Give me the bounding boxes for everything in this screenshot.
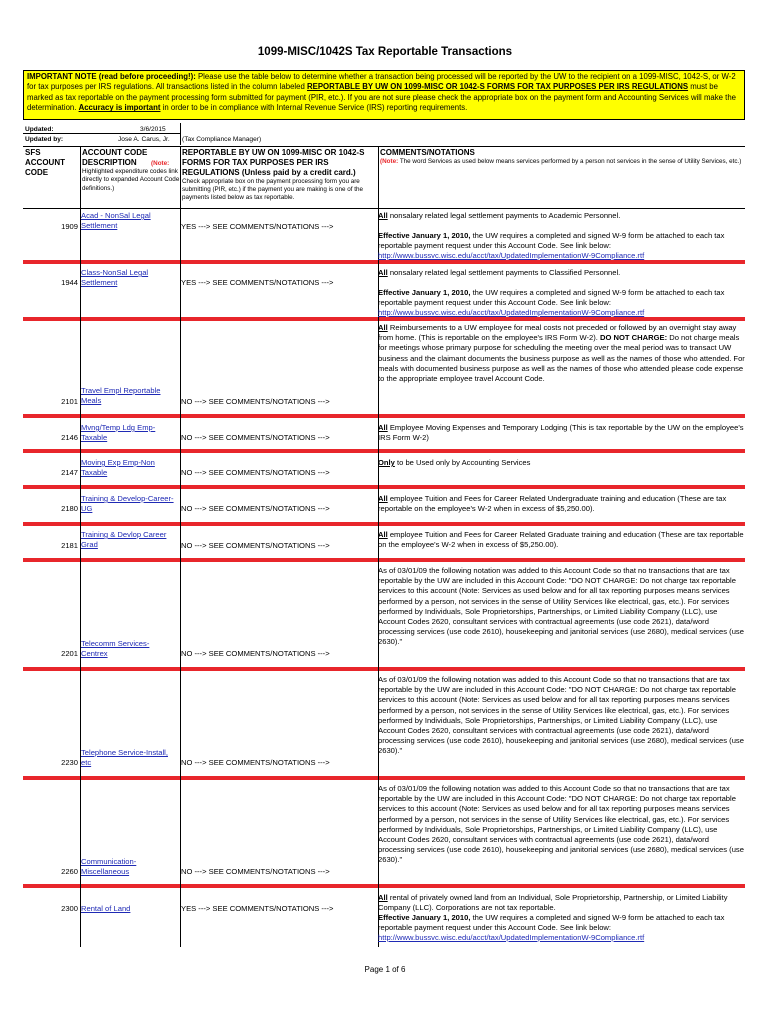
- account-code: 2230: [61, 758, 78, 767]
- updated-by-role: (Tax Compliance Manager): [182, 136, 262, 143]
- header-sfs-account-code: SFS ACCOUNT CODE: [25, 148, 65, 177]
- comments: All employee Tuition and Fees for Career Related Undergraduate training and education (These are tax reportable on the employee's W-2 when in excess of $5,250.00).: [378, 494, 727, 514]
- reportable-status: NO ---> SEE COMMENTS/NOTATIONS --->: [181, 758, 330, 767]
- reportable-status: NO ---> SEE COMMENTS/NOTATIONS --->: [181, 867, 330, 876]
- account-description[interactable]: Mvng/Temp Ldg Emp- Taxable: [81, 423, 156, 443]
- w9-compliance-link[interactable]: http://www.bussvc.wisc.edu/acct/tax/UpdatedImplementationW-9Compliance.rtf: [378, 308, 645, 317]
- account-code: 1909: [61, 222, 78, 231]
- row-separator: [23, 884, 745, 888]
- effective-note: Effective January 1, 2010, the UW requires a completed and signed W-9 form be attached to each tax reportable payment request under this Account Code. See link below:: [378, 231, 725, 251]
- account-code: 2300: [61, 904, 78, 913]
- comments: All employee Tuition and Fees for Career Related Graduate training and education (These are tax reportable on the employee's W-2 when in excess of $5,250.00).: [378, 530, 744, 550]
- reportable-status: NO ---> SEE COMMENTS/NOTATIONS --->: [181, 541, 330, 550]
- updated-by-name: Jose A. Carus, Jr.: [118, 136, 170, 143]
- account-description[interactable]: Class-NonSal Legal Settlement: [81, 268, 149, 288]
- document-title: 1099-MISC/1042S Tax Reportable Transactions: [257, 46, 513, 58]
- w9-compliance-link[interactable]: http://www.bussvc.wisc.edu/acct/tax/UpdatedImplementationW-9Compliance.rtf: [378, 933, 645, 942]
- reportable-status: NO ---> SEE COMMENTS/NOTATIONS --->: [181, 468, 330, 477]
- account-code: 2101: [61, 397, 78, 406]
- updated-date: 3/6/2015: [140, 126, 166, 133]
- updated-label: Updated:: [25, 126, 54, 133]
- reportable-status: YES ---> SEE COMMENTS/NOTATIONS --->: [181, 278, 334, 287]
- row-separator: [23, 449, 745, 453]
- row-separator: [23, 485, 745, 489]
- effective-note: Effective January 1, 2010, the UW requires a completed and signed W-9 form be attached to each tax reportable payment request under this Account Code. See link below:: [378, 288, 725, 308]
- reportable-status: NO ---> SEE COMMENTS/NOTATIONS --->: [181, 504, 330, 513]
- header-account-description: ACCOUNT CODE DESCRIPTION (Note: Highlighted expenditure codes link directly to expanded Account Code definitions.): [82, 148, 180, 192]
- reportable-status: YES ---> SEE COMMENTS/NOTATIONS --->: [181, 904, 334, 913]
- note-bold-1: REPORTABLE BY UW ON 1099-MISC OR 1042-S FORMS FOR TAX PURPOSES PER IRS REGULATIONS: [306, 82, 689, 92]
- account-code: 1944: [61, 278, 78, 287]
- row-separator: [23, 414, 745, 418]
- w9-compliance-link[interactable]: http://www.bussvc.wisc.edu/acct/tax/UpdatedImplementationW-9Compliance.rtf: [378, 251, 645, 260]
- account-description[interactable]: Telephone Service-Install, etc: [81, 748, 168, 768]
- header-reportable: REPORTABLE BY UW ON 1099-MISC OR 1042-S FORMS FOR TAX PURPOSES PER IRS REGULATIONS (Unless paid by a credit card.) Check appropriate box on the payment processing form you are submitting (PIR, etc.) if the payment you are making is one of the payments listed below as tax reportable.: [182, 148, 365, 202]
- note-text-2: must be marked as tax reportable on the payment processing form submitted for payment (PIR, etc.). If you are not sure please check the appropriate box on the payment form and Accounting Services will make the determination.: [27, 82, 737, 113]
- comments: All Employee Moving Expenses and Temporary Lodging (This is tax reportable by the UW on the employee's IRS Form W-2): [378, 423, 744, 443]
- comments: As of 03/01/09 the following notation was added to this Account Code so that no transactions that are tax reportable by the UW are included in this Account Code: "DO NOT CHARGE: Do not charge tax reportable services to this account (Note: Services as used below and for all tax reporting purposes means services performed by a person, not services in the sense of Utility Services like electrical, gas, etc.). For services performed by Individuals, Sole Proprietorships, Partnerships, or Limited Liability Company (LLC), use Account Codes 2620, consultant services with contractual agreements (use code 2621), data/word processing services (use code 2610), housekeeping and janitorial services (use 2680), medical services (use 2630).": [378, 675, 744, 756]
- comments: All nonsalary related legal settlement payments to Academic Personnel.: [378, 211, 621, 220]
- note-bold-2: Accuracy is important: [78, 103, 161, 113]
- account-description[interactable]: Training & Develop-Career- UG: [81, 494, 174, 514]
- account-code: 2146: [61, 433, 78, 442]
- reportable-status: NO ---> SEE COMMENTS/NOTATIONS --->: [181, 433, 330, 442]
- account-code: 2147: [61, 468, 78, 477]
- account-description[interactable]: Rental of Land: [81, 904, 131, 913]
- account-code: 2180: [61, 504, 78, 513]
- account-description[interactable]: Training & Devlop Career Grad: [81, 530, 167, 550]
- row-separator: [23, 667, 745, 671]
- reportable-status: NO ---> SEE COMMENTS/NOTATIONS --->: [181, 397, 330, 406]
- important-note: [23, 70, 745, 120]
- header-comments: COMMENTS/NOTATIONS (Note: The word Services as used below means services performed by a person not services in the sense of Utility Services, etc.): [380, 148, 742, 165]
- effective-note: Effective January 1, 2010, the UW requires a completed and signed W-9 form be attached to each tax reportable payment request under this Account Code. See link below:: [378, 913, 725, 933]
- page-footer: Page 1 of 6: [364, 965, 406, 974]
- row-separator: [23, 522, 745, 526]
- comments: All Reimbursements to a UW employee for meal costs not preceded or followed by an overnight stay away from home. (This is reportable on the employee's IRS Form W-2). DO NOT CHARGE: Do not charge meals for meetings whose primary purpose for scheduling the meeting over the meal period was to transact UW business and the claimant documents the business purpose as well as the names of those who attended. For meals with documented business purpose as well as the names of those who attended please code expense to the appropriate employee travel Account Code.: [378, 323, 745, 384]
- note-text-3: in order to be in compliance with Internal Revenue Service (IRS) reporting requirements.: [160, 103, 468, 113]
- comments: As of 03/01/09 the following notation was added to this Account Code so that no transactions that are tax reportable by the UW are included in this Account Code: "DO NOT CHARGE: Do not charge tax reportable services to this account (Note: Services as used below and for all tax reporting purposes means services performed by a person, not services in the sense of Utility Services like electrical, gas, etc.). For services performed by Individuals, Sole Proprietorships, Partnerships, or Limited Liability Company (LLC), use Account Codes 2620, consultant services with contractual agreements (use code 2621), data/word processing services (use code 2610), housekeeping and janitorial services (use 2680), medical services (use 2630).": [378, 784, 744, 865]
- updated-by-label: Updated by:: [25, 136, 64, 143]
- account-description[interactable]: Telecomm Services- Centrex: [81, 639, 150, 659]
- comments: All rental of privately owned land from an Individual, Sole Proprietorship, Partnership, or Limited Liability Company (LLC). Corporations are not tax reportable.: [378, 893, 728, 913]
- reportable-status: NO ---> SEE COMMENTS/NOTATIONS --->: [181, 649, 330, 658]
- account-description[interactable]: Travel Empl Reportable Meals: [81, 386, 161, 406]
- note-text-1: Please use the table below to determine whether a transaction being processed will be reported by the UW to the recipient on a 1099-MISC, 1042-S, or W-2 for tax purposes per IRS regulations. All transactions listed in the column labeled: [27, 72, 736, 92]
- row-separator: [23, 558, 745, 562]
- row-separator: [23, 776, 745, 780]
- account-description[interactable]: Moving Exp Emp-Non Taxable: [81, 458, 155, 478]
- comments: Only to be Used only by Accounting Services: [378, 458, 531, 467]
- updated-divider: [23, 133, 180, 134]
- updated-vline: [180, 123, 181, 145]
- account-code: 2201: [61, 649, 78, 658]
- account-code: 2260: [61, 867, 78, 876]
- comments: All nonsalary related legal settlement payments to Classified Personnel.: [378, 268, 621, 277]
- reportable-status: YES ---> SEE COMMENTS/NOTATIONS --->: [181, 222, 334, 231]
- account-description[interactable]: Acad - NonSal Legal Settlement: [81, 211, 151, 231]
- account-description[interactable]: Communication- Miscellaneous: [81, 857, 137, 877]
- note-lead: IMPORTANT NOTE (read before proceeding!):: [27, 72, 196, 81]
- comments: As of 03/01/09 the following notation was added to this Account Code so that no transactions that are tax reportable by the UW are included in this Account Code: "DO NOT CHARGE: Do not charge tax reportable services to this account (Note: Services as used below and for all tax reporting purposes means services performed by a person, not services in the sense of Utility Services like electrical, gas, etc.). For services performed by Individuals, Sole Proprietorships, Partnerships, or Limited Liability Company (LLC), use Account Codes 2620, consultant services with contractual agreements (use code 2621), data/word processing services (use code 2610), housekeeping and janitorial services (use 2680), medical services (use 2630).": [378, 566, 744, 647]
- account-code: 2181: [61, 541, 78, 550]
